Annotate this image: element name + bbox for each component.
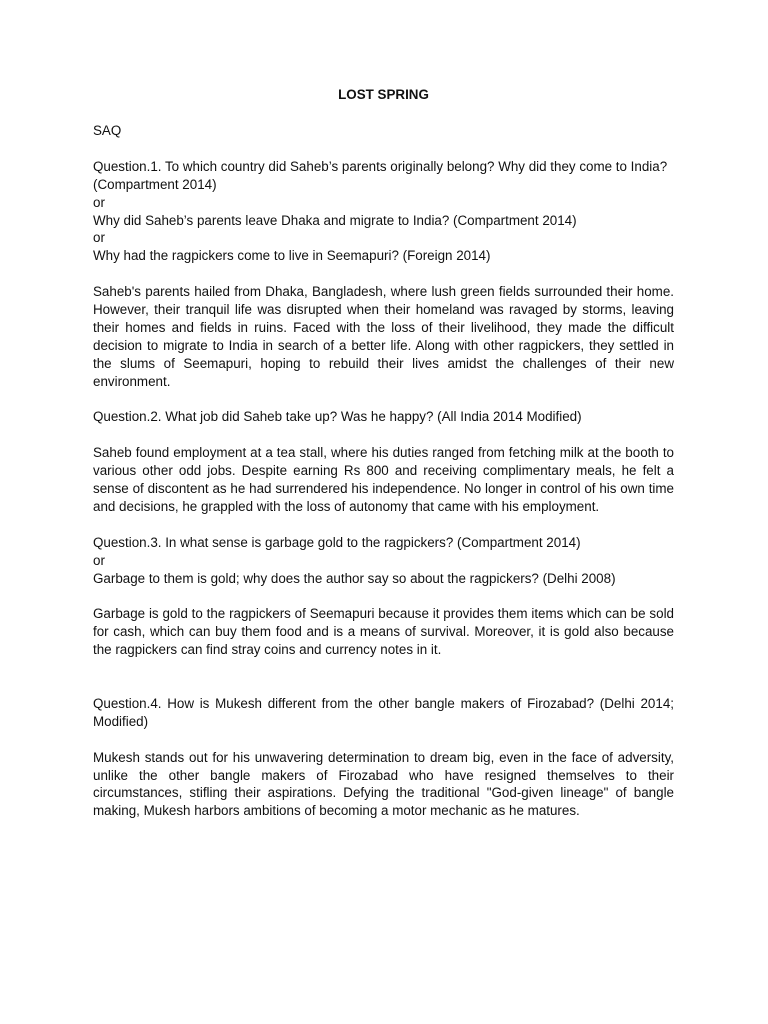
or-separator: or <box>93 230 105 246</box>
question-2: Question.2. What job did Saheb take up? Was he happy? (All India 2014 Modified) <box>93 409 582 425</box>
spacer <box>93 265 674 283</box>
answer-1: Saheb's parents hailed from Dhaka, Bangladesh, where lush green fields surrounded their home. However, their tranquil life was disrupted when their homeland was ravaged by storms, leaving their homes and fields in ruins. Faced with the loss of their livelihood, they made the difficult decision to migrate to India in search of a better life. Along with other ragpickers, they settled in the slums of Seemapuri, hoping to rebuild their lives amidst the challenges of their new environment. <box>93 284 674 389</box>
spacer <box>93 426 674 444</box>
answer-3: Garbage is gold to the ragpickers of Seemapuri because it provides them items which can be sold for cash, which can buy them food and is a means of survival. Moreover, it is gold also because the ragpickers can find stray coins and currency notes in it. <box>93 606 674 658</box>
spacer <box>93 731 674 749</box>
question-3-alt-1: Garbage to them is gold; why does the author say so about the ragpickers? (Delhi 2008) <box>93 570 616 586</box>
document-page <box>93 86 674 820</box>
spacer <box>93 391 674 409</box>
question-3: Question.3. In what sense is garbage gold to the ragpickers? (Compartment 2014) <box>93 534 581 550</box>
or-separator: or <box>93 552 105 568</box>
question-1-alt-1: Why did Saheb’s parents leave Dhaka and migrate to India? (Compartment 2014) <box>93 212 577 228</box>
spacer <box>93 516 674 534</box>
or-separator: or <box>93 194 105 210</box>
answer-2: Saheb found employment at a tea stall, where his duties ranged from fetching milk at the booth to various other odd jobs. Despite earning Rs 800 and receiving complimentary meals, he felt a sense of discontent as he had surrendered his independence. No longer in control of his own time and decisions, he grappled with the loss of autonomy that came with his employment. <box>93 445 674 514</box>
section-label: SAQ <box>93 122 122 138</box>
spacer <box>93 588 674 606</box>
answer-4: Mukesh stands out for his unwavering determination to dream big, even in the face of adversity, unlike the other bangle makers of Firozabad who have resigned themselves to their circumstances, stifling their aspirations. Defying the traditional "God-given lineage" of bangle making, Mukesh harbors ambitions of becoming a motor mechanic as he matures. <box>93 749 674 819</box>
question-1-alt-2: Why had the ragpickers come to live in Seemapuri? (Foreign 2014) <box>93 248 491 264</box>
question-1: Question.1. To which country did Saheb’s parents originally belong? Why did they come to India? (Compartment 2014) <box>93 158 668 192</box>
document-title: LOST SPRING <box>338 87 429 102</box>
spacer <box>93 659 674 695</box>
question-4: Question.4. How is Mukesh different from the other bangle makers of Firozabad? (Delhi 2014; Modified) <box>93 695 674 729</box>
